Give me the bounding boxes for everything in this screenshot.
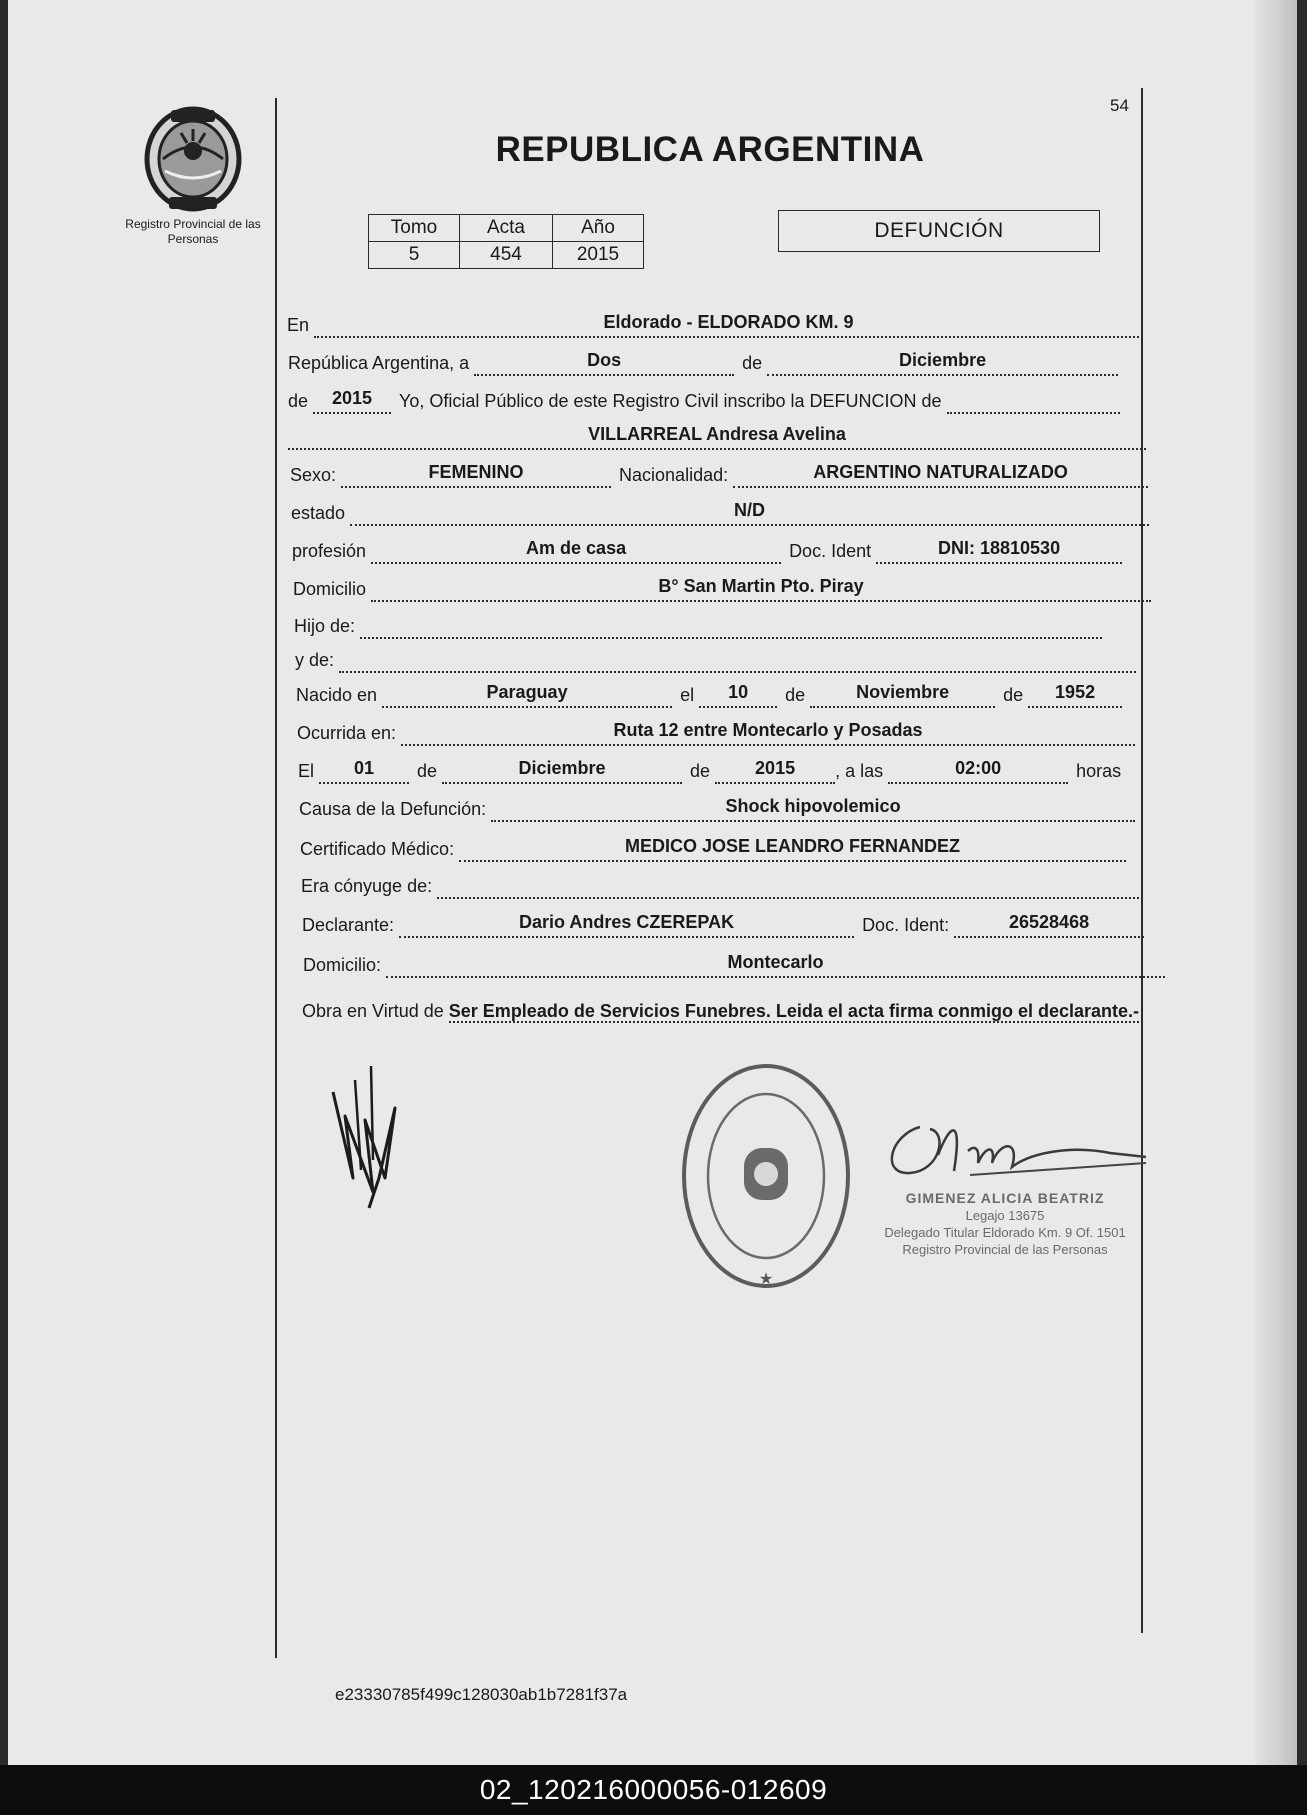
label-declarante: Declarante: (302, 915, 395, 935)
label-de-def-anio: de (690, 761, 711, 781)
page-number: 54 (1110, 96, 1129, 115)
label-republica: República Argentina, a (288, 353, 470, 373)
field-nacido-en: Paraguay (382, 682, 672, 708)
row-fecha-defuncion (298, 758, 1148, 784)
field-doc-ident: DNI: 18810530 (876, 538, 1122, 564)
field-declarante-domicilio: Montecarlo (386, 952, 1165, 978)
record-value-acta: 454 (460, 242, 553, 269)
label-causa: Causa de la Defunción: (299, 799, 487, 819)
field-profesion: Am de casa (371, 538, 781, 564)
label-el-cap: El (298, 761, 315, 781)
label-horas: horas (1076, 761, 1122, 781)
label-de-def-mes: de (417, 761, 438, 781)
declarante-signature (325, 1060, 415, 1220)
label-hijo-de: Hijo de: (294, 616, 356, 636)
label-de-anio: de (288, 391, 309, 411)
registry-caption: Registro Provincial de las Personas (125, 217, 261, 246)
label-de: de (742, 353, 763, 373)
stamp-official-name: GIMENEZ ALICIA BEATRIZ (905, 1190, 1105, 1206)
official-stamp (860, 1190, 1150, 1258)
row-lugar (287, 312, 1143, 338)
row-anio-oficial (288, 388, 1120, 414)
row-ocurrida (297, 720, 1135, 746)
field-causa: Shock hipovolemico (491, 796, 1135, 822)
stamp-cargo: Delegado Titular Eldorado Km. 9 Of. 1501 (884, 1225, 1126, 1240)
field-certificado: MEDICO JOSE LEANDRO FERNANDEZ (459, 836, 1126, 862)
record-value-tomo: 5 (369, 242, 460, 269)
field-fallecido: VILLARREAL Andresa Avelina (288, 424, 1146, 450)
field-obra: Ser Empleado de Servicios Funebres. Leida el acta firma conmigo el declarante.- (448, 1001, 1140, 1021)
label-a-las: , a las (835, 761, 884, 781)
field-nacionalidad: ARGENTINO NATURALIZADO (733, 462, 1148, 488)
label-de-nac-anio: de (1003, 685, 1024, 705)
field-nac-anio: 1952 (1028, 682, 1122, 708)
footer-id: 02_120216000056-012609 (479, 1774, 828, 1805)
row-hijo-de (294, 614, 1102, 639)
record-type-box: DEFUNCIÓN (778, 210, 1100, 252)
field-nac-mes: Noviembre (810, 682, 995, 708)
record-header-acta: Acta (460, 215, 553, 242)
field-declarante-doc: 26528468 (954, 912, 1144, 938)
row-fallecido (288, 424, 1146, 450)
label-sexo: Sexo: (290, 465, 337, 485)
row-y-de (295, 648, 1136, 673)
stamp-registro: Registro Provincial de las Personas (902, 1242, 1108, 1257)
document-title: REPUBLICA ARGENTINA (495, 130, 925, 169)
field-ocurrida-en: Ruta 12 entre Montecarlo y Posadas (401, 720, 1135, 746)
field-anio: 2015 (313, 388, 391, 414)
label-conyuge: Era cónyuge de: (301, 876, 433, 896)
field-def-anio: 2015 (715, 758, 835, 784)
stamp-legajo: Legajo 13675 (965, 1208, 1045, 1223)
label-certificado: Certificado Médico: (300, 839, 455, 859)
field-estado: N/D (350, 500, 1149, 526)
field-conyuge (437, 874, 1139, 899)
row-profesion-doc (292, 538, 1122, 564)
field-lugar: Eldorado - ELDORADO KM. 9 (314, 312, 1143, 338)
label-domicilio: Domicilio (293, 579, 367, 599)
row-declarante (302, 912, 1144, 938)
footer-bar (0, 1765, 1307, 1815)
field-mes: Diciembre (767, 350, 1118, 376)
row-obra-en-virtud (302, 996, 1168, 1026)
label-profesion: profesión (292, 541, 367, 561)
provincia-misiones-seal-icon (141, 105, 245, 213)
field-blank-continuation (947, 409, 1120, 414)
label-nacionalidad: Nacionalidad: (619, 465, 729, 485)
field-domicilio: B° San Martin Pto. Piray (371, 576, 1151, 602)
row-domicilio (293, 576, 1151, 602)
record-header-tomo: Tomo (369, 215, 460, 242)
label-declarante-doc: Doc. Ident: (862, 915, 950, 935)
label-estado: estado (291, 503, 346, 523)
label-de-nac-mes: de (785, 685, 806, 705)
label-yo-oficial: Yo, Oficial Público de este Registro Civil inscribo la DEFUNCION de (399, 391, 942, 411)
field-def-dia: 01 (319, 758, 409, 784)
left-margin-rule (275, 98, 277, 1658)
row-certificado (300, 836, 1126, 862)
registry-logo-block (118, 105, 268, 247)
field-declarante: Dario Andres CZEREPAK (399, 912, 854, 938)
field-def-mes: Diciembre (442, 758, 682, 784)
field-y-de (339, 648, 1136, 673)
label-en: En (287, 315, 310, 335)
field-sexo: FEMENINO (341, 462, 611, 488)
record-table (368, 214, 644, 269)
label-el: el (680, 685, 695, 705)
page-edge-shadow (1255, 0, 1297, 1765)
field-def-hora: 02:00 (888, 758, 1068, 784)
label-y-de: y de: (295, 650, 335, 670)
row-nacimiento (296, 682, 1122, 708)
row-declarante-domicilio (303, 952, 1165, 978)
row-estado (291, 500, 1149, 526)
oficial-signature (870, 1115, 1150, 1195)
field-nac-dia: 10 (699, 682, 777, 708)
row-sexo-nacionalidad (290, 462, 1148, 488)
label-obra: Obra en Virtud de (302, 1001, 444, 1021)
label-declarante-domicilio: Domicilio: (303, 955, 382, 975)
field-hijo-de (360, 614, 1102, 639)
record-value-anio: 2015 (553, 242, 644, 269)
record-header-anio: Año (553, 215, 644, 242)
label-doc-ident: Doc. Ident (789, 541, 872, 561)
document-hash: e23330785f499c128030ab1b7281f37a (335, 1685, 628, 1704)
label-ocurrida-en: Ocurrida en: (297, 723, 397, 743)
field-dia-texto: Dos (474, 350, 734, 376)
delegacion-oval-seal (676, 1058, 856, 1294)
label-nacido-en: Nacido en (296, 685, 378, 705)
row-conyuge (301, 874, 1139, 899)
row-fecha (288, 350, 1118, 376)
svg-text:★: ★ (758, 1269, 774, 1288)
row-causa (299, 796, 1135, 822)
